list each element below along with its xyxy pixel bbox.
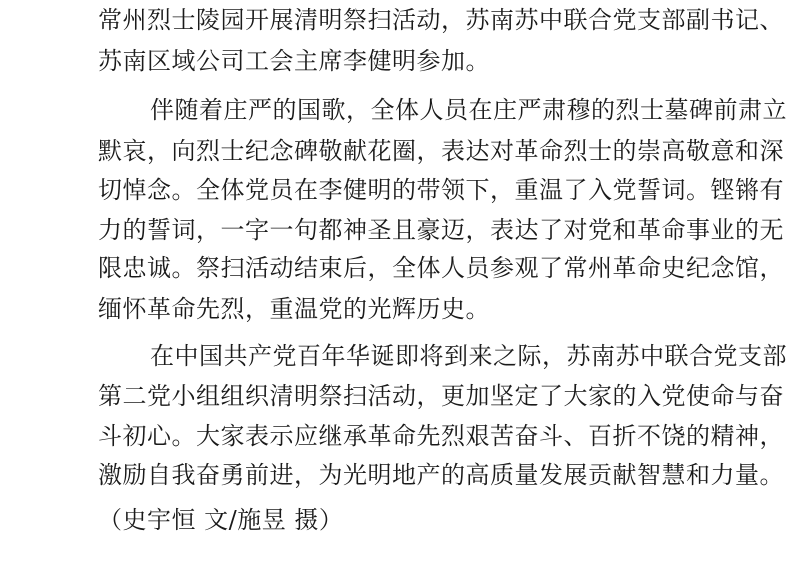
- paragraph-line: 缅怀革命先烈，重温党的光辉历史。: [98, 295, 490, 323]
- paragraph-line: 常州烈士陵园开展清明祭扫活动，苏南苏中联合党支部副书记、: [98, 6, 784, 34]
- paragraph-line: 激励自我奋勇前进，为光明地产的高质量发展贡献智慧和力量。: [98, 461, 784, 489]
- paragraph-line: 斗初心。大家表示应继承革命先烈艰苦奋斗、百折不饶的精神，: [98, 422, 784, 450]
- paragraph-line: 切悼念。全体党员在李健明的带领下，重温了入党誓词。铿锵有: [98, 176, 784, 204]
- paragraph-line: 默哀，向烈士纪念碑敬献花圈，表达对革命烈士的崇高敬意和深: [98, 137, 784, 165]
- paragraph-line: 限忠诚。祭扫活动结束后，全体人员参观了常州革命史纪念馆，: [98, 254, 784, 282]
- paragraph-line: 在中国共产党百年华诞即将到来之际，苏南苏中联合党支部: [150, 342, 787, 370]
- paragraph-line: 苏南区域公司工会主席李健明参加。: [98, 47, 490, 75]
- paragraph-line: 力的誓词，一字一句都神圣且豪迈，表达了对党和革命事业的无: [98, 216, 784, 244]
- paragraph-line: 第二党小组组织清明祭扫活动，更加坚定了大家的入党使命与奋: [98, 382, 784, 410]
- paragraph-line: 伴随着庄严的国歌，全体人员在庄严肃穆的烈士墓碑前肃立: [150, 96, 787, 124]
- photo-credit: （史宇恒 文/施昱 摄）: [98, 506, 344, 534]
